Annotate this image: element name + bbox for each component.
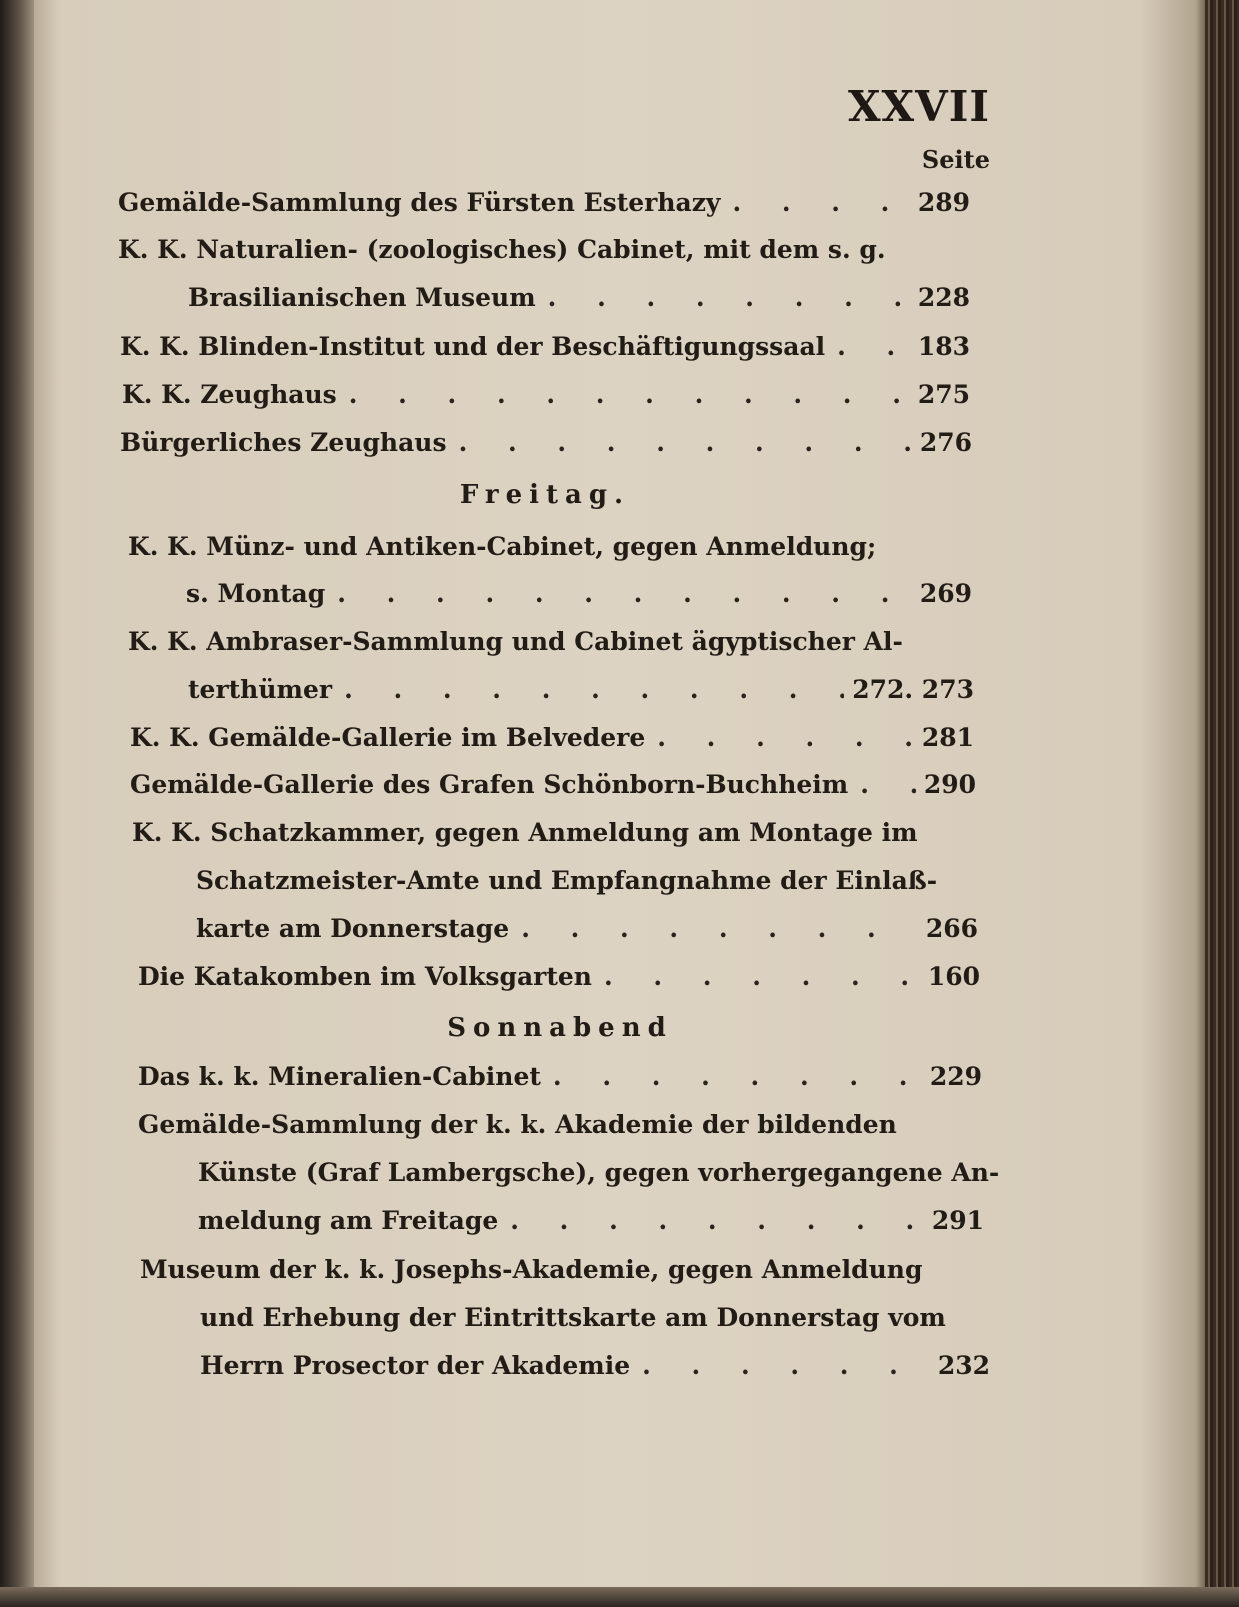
- entry-page: 228: [917, 283, 970, 312]
- leader-dots: [592, 957, 920, 997]
- leader-dots: [541, 1057, 922, 1097]
- toc-entry: [138, 957, 980, 997]
- entry-text: K. K. Münz- und Antiken-Cabinet, gegen Anmeldung;: [128, 532, 877, 561]
- leader-dots: [630, 1346, 930, 1386]
- entry-page: 229: [929, 1062, 982, 1091]
- entry-text: K. K. Blinden-Institut und der Beschäftigungssaal: [120, 332, 826, 361]
- entry-page: 160: [927, 962, 980, 991]
- toc-entry: [138, 1057, 982, 1097]
- section-heading-saturday: Sonnabend: [447, 1013, 673, 1043]
- toc-entry: [120, 327, 970, 367]
- entry-text: K. K. Schatzkammer, gegen Anmeldung am Montage im: [132, 818, 918, 847]
- entry-text: karte am Donnerstage: [196, 914, 510, 943]
- entry-text: terthümer: [188, 675, 333, 704]
- entry-page: 281: [921, 723, 974, 752]
- toc-entry: [200, 1346, 990, 1386]
- entry-page: 291: [931, 1206, 984, 1235]
- entry-text: Herrn Prosector der Akademie: [200, 1351, 631, 1380]
- entry-text: Gemälde-Gallerie des Grafen Schönborn-Buchheim: [130, 770, 849, 799]
- entry-text: Künste (Graf Lambergsche), gegen vorhergegangene An-: [198, 1158, 1000, 1187]
- entry-page: 269: [919, 579, 972, 608]
- column-header-seite: Seite: [921, 145, 990, 174]
- leader-dots: [848, 765, 916, 805]
- toc-entry: [196, 909, 978, 949]
- entry-page: 275: [917, 380, 970, 409]
- entry-page: 289: [917, 188, 970, 217]
- entry-text: Das k. k. Mineralien-Cabinet: [138, 1062, 541, 1091]
- leader-dots: [447, 423, 912, 463]
- entry-page: 232: [937, 1351, 990, 1380]
- entry-text: Schatzmeister-Amte und Empfangnahme der Einlaß-: [196, 866, 938, 895]
- toc-entry: [196, 861, 986, 901]
- leader-dots: [325, 574, 912, 614]
- leader-dots: [332, 670, 844, 710]
- toc-entry: [130, 765, 976, 805]
- toc-entry: [128, 527, 970, 567]
- entry-text: meldung am Freitage: [198, 1206, 499, 1235]
- entry-text: K. K. Gemälde-Gallerie im Belvedere: [130, 723, 646, 752]
- entry-text: Gemälde-Sammlung der k. k. Akademie der bildenden: [138, 1110, 897, 1139]
- entry-page: 276: [919, 428, 972, 457]
- entry-page: 272. 273: [852, 675, 974, 704]
- toc-entry: [138, 1105, 990, 1145]
- entry-text: s. Montag: [186, 579, 326, 608]
- section-heading-friday: Freitag.: [459, 480, 631, 510]
- entry-text: Die Katakomben im Volksgarten: [138, 962, 592, 991]
- leader-dots: [825, 327, 910, 367]
- toc-entry: [118, 230, 970, 270]
- toc-entry: [128, 622, 980, 662]
- leader-dots: [536, 278, 910, 318]
- entry-text: K. K. Zeughaus: [122, 380, 337, 409]
- leader-dots: [509, 909, 918, 949]
- leader-dots: [720, 183, 909, 223]
- toc-entry: [198, 1201, 984, 1241]
- leader-dots: [498, 1201, 924, 1241]
- toc-entry: [120, 423, 972, 463]
- entry-page: 290: [923, 770, 976, 799]
- toc-entry: [122, 375, 970, 415]
- toc-entry: [188, 278, 970, 318]
- toc-entry: [186, 574, 972, 614]
- entry-text: K. K. Ambraser-Sammlung und Cabinet ägyptischer Al-: [128, 627, 903, 656]
- entry-text: Bürgerliches Zeughaus: [120, 428, 447, 457]
- entry-text: Gemälde-Sammlung des Fürsten Esterhazy: [118, 188, 721, 217]
- entry-text: Museum der k. k. Josephs-Akademie, gegen Anmeldung: [140, 1255, 923, 1284]
- entry-text: und Erhebung der Eintrittskarte am Donnerstag vom: [200, 1303, 946, 1332]
- toc-entry: [130, 718, 974, 758]
- toc-entry: [188, 670, 974, 710]
- entry-page: 183: [917, 332, 970, 361]
- toc-entry: [118, 183, 970, 223]
- entry-text: Brasilianischen Museum: [188, 283, 536, 312]
- toc-entry: [132, 813, 986, 853]
- entry-page: 266: [925, 914, 978, 943]
- leader-dots: [337, 375, 910, 415]
- toc-entry: [200, 1298, 992, 1338]
- page-number: XXVII: [847, 82, 990, 131]
- toc-entry: [198, 1153, 1000, 1193]
- entry-text: K. K. Naturalien- (zoologisches) Cabinet, mit dem s. g.: [118, 235, 886, 264]
- leader-dots: [645, 718, 914, 758]
- toc-entry: [140, 1250, 992, 1290]
